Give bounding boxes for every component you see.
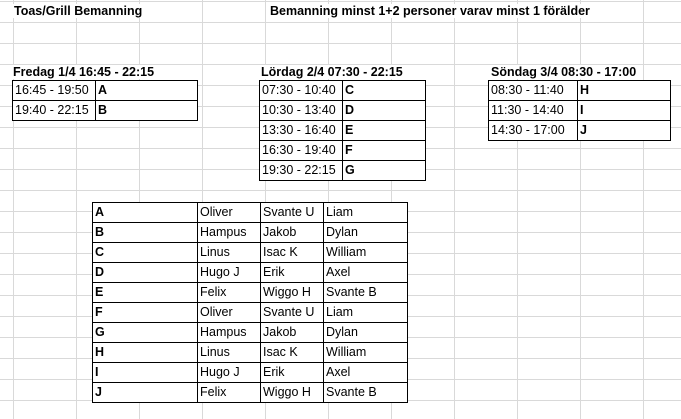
table-row xyxy=(93,323,408,343)
shift-code-cell[interactable]: E xyxy=(343,121,426,141)
roster-person-cell[interactable]: Wiggo H xyxy=(261,283,324,303)
roster-code-cell[interactable]: A xyxy=(93,203,198,223)
sheet-title[interactable]: Toas/Grill Bemanning xyxy=(14,4,143,18)
roster-person-cell[interactable]: Oliver xyxy=(198,203,261,223)
roster-person-cell[interactable]: William xyxy=(324,343,408,363)
roster-person-cell[interactable]: Isac K xyxy=(261,343,324,363)
sunday-label[interactable]: Söndag 3/4 08:30 - 17:00 xyxy=(491,65,637,79)
roster-person-cell[interactable]: Svante B xyxy=(324,283,408,303)
roster-person-cell[interactable]: Svante U xyxy=(261,303,324,323)
table-row xyxy=(93,243,408,263)
table-row xyxy=(260,121,426,141)
roster-code-cell[interactable]: E xyxy=(93,283,198,303)
table-row xyxy=(93,363,408,383)
table-row xyxy=(489,81,671,101)
roster-person-cell[interactable]: Hampus xyxy=(198,223,261,243)
roster-person-cell[interactable]: Felix xyxy=(198,383,261,403)
roster-code-cell[interactable]: G xyxy=(93,323,198,343)
roster-person-cell[interactable]: Liam xyxy=(324,203,408,223)
roster-code-cell[interactable]: H xyxy=(93,343,198,363)
roster-person-cell[interactable]: Erik xyxy=(261,263,324,283)
shift-code-cell[interactable]: A xyxy=(96,81,198,101)
friday-shift-table xyxy=(12,80,198,121)
roster-person-cell[interactable]: Dylan xyxy=(324,323,408,343)
sunday-shift-table xyxy=(488,80,671,141)
roster-person-cell[interactable]: Erik xyxy=(261,363,324,383)
shift-code-cell[interactable]: G xyxy=(343,161,426,181)
table-row xyxy=(93,383,408,403)
shift-time-cell[interactable]: 10:30 - 13:40 xyxy=(260,101,343,121)
table-row xyxy=(93,283,408,303)
roster-person-cell[interactable]: Hugo J xyxy=(198,363,261,383)
roster-code-cell[interactable]: F xyxy=(93,303,198,323)
shift-time-cell[interactable]: 07:30 - 10:40 xyxy=(260,81,343,101)
roster-code-cell[interactable]: J xyxy=(93,383,198,403)
shift-time-cell[interactable]: 13:30 - 16:40 xyxy=(260,121,343,141)
table-row xyxy=(489,121,671,141)
roster-person-cell[interactable]: Linus xyxy=(198,243,261,263)
roster-person-cell[interactable]: Jakob xyxy=(261,323,324,343)
roster-code-cell[interactable]: B xyxy=(93,223,198,243)
roster-person-cell[interactable]: Liam xyxy=(324,303,408,323)
roster-person-cell[interactable]: Svante U xyxy=(261,203,324,223)
roster-person-cell[interactable]: Axel xyxy=(324,363,408,383)
roster-code-cell[interactable]: C xyxy=(93,243,198,263)
table-row xyxy=(260,161,426,181)
roster-person-cell[interactable]: Oliver xyxy=(198,303,261,323)
roster-table xyxy=(92,202,408,403)
roster-person-cell[interactable]: William xyxy=(324,243,408,263)
sheet-subtitle[interactable]: Bemanning minst 1+2 personer varav minst 1 förälder xyxy=(270,4,590,18)
shift-code-cell[interactable]: D xyxy=(343,101,426,121)
roster-person-cell[interactable]: Felix xyxy=(198,283,261,303)
roster-person-cell[interactable]: Hugo J xyxy=(198,263,261,283)
table-row xyxy=(93,223,408,243)
shift-code-cell[interactable]: J xyxy=(578,121,671,141)
table-row xyxy=(260,141,426,161)
shift-time-cell[interactable]: 14:30 - 17:00 xyxy=(489,121,578,141)
shift-time-cell[interactable]: 19:40 - 22:15 xyxy=(13,101,96,121)
shift-time-cell[interactable]: 19:30 - 22:15 xyxy=(260,161,343,181)
saturday-label[interactable]: Lördag 2/4 07:30 - 22:15 xyxy=(261,65,403,79)
shift-time-cell[interactable]: 11:30 - 14:40 xyxy=(489,101,578,121)
table-row xyxy=(93,203,408,223)
table-row xyxy=(13,81,198,101)
roster-person-cell[interactable]: Linus xyxy=(198,343,261,363)
roster-code-cell[interactable]: I xyxy=(93,363,198,383)
roster-code-cell[interactable]: D xyxy=(93,263,198,283)
table-row xyxy=(93,343,408,363)
table-row xyxy=(93,303,408,323)
shift-time-cell[interactable]: 08:30 - 11:40 xyxy=(489,81,578,101)
roster-person-cell[interactable]: Wiggo H xyxy=(261,383,324,403)
roster-person-cell[interactable]: Isac K xyxy=(261,243,324,263)
roster-person-cell[interactable]: Svante B xyxy=(324,383,408,403)
shift-time-cell[interactable]: 16:30 - 19:40 xyxy=(260,141,343,161)
roster-person-cell[interactable]: Dylan xyxy=(324,223,408,243)
roster-person-cell[interactable]: Hampus xyxy=(198,323,261,343)
table-row xyxy=(489,101,671,121)
table-row xyxy=(13,101,198,121)
table-row xyxy=(260,81,426,101)
shift-time-cell[interactable]: 16:45 - 19:50 xyxy=(13,81,96,101)
friday-label[interactable]: Fredag 1/4 16:45 - 22:15 xyxy=(13,65,155,79)
shift-code-cell[interactable]: B xyxy=(96,101,198,121)
shift-code-cell[interactable]: H xyxy=(578,81,671,101)
shift-code-cell[interactable]: C xyxy=(343,81,426,101)
saturday-shift-table xyxy=(259,80,426,181)
roster-person-cell[interactable]: Axel xyxy=(324,263,408,283)
table-row xyxy=(93,263,408,283)
shift-code-cell[interactable]: I xyxy=(578,101,671,121)
roster-person-cell[interactable]: Jakob xyxy=(261,223,324,243)
shift-code-cell[interactable]: F xyxy=(343,141,426,161)
table-row xyxy=(260,101,426,121)
